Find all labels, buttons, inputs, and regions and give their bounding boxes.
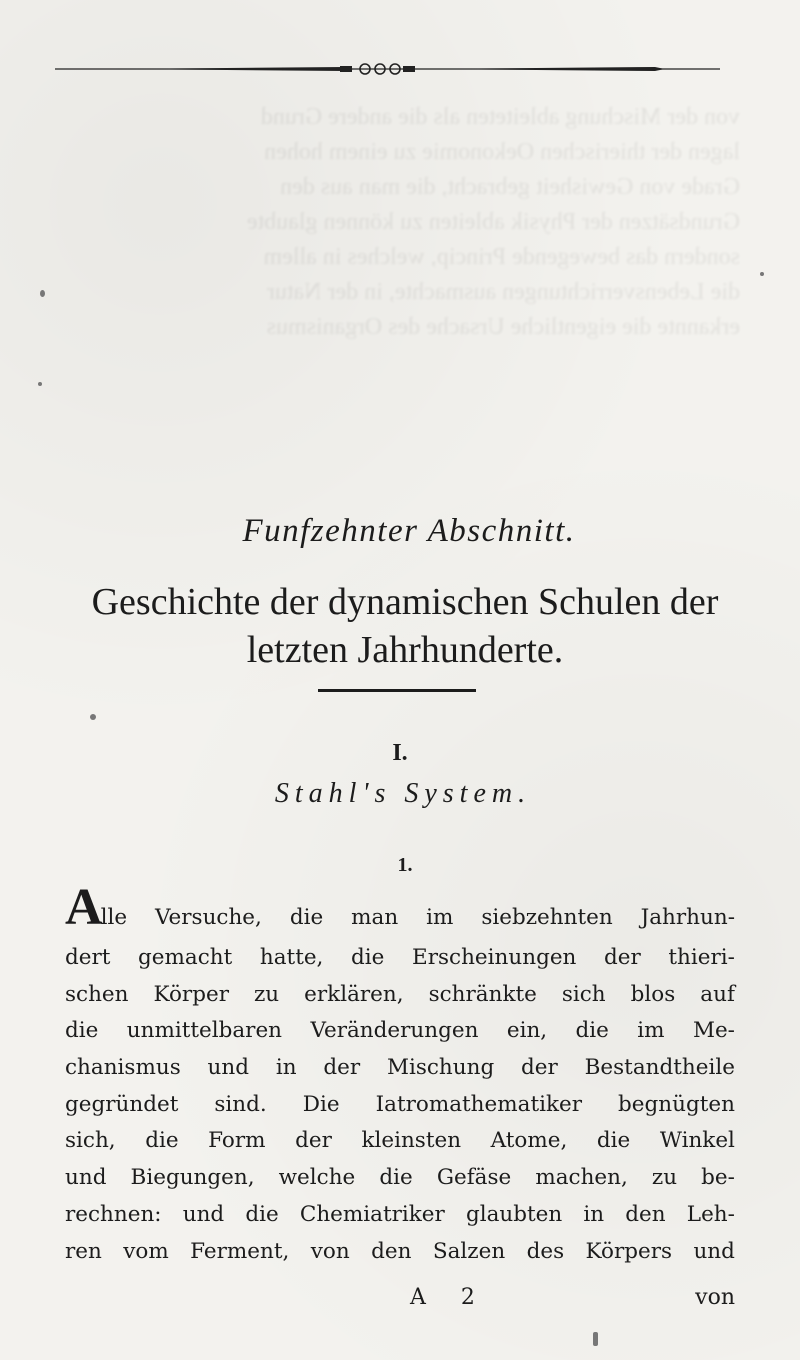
word: der xyxy=(295,1128,332,1154)
text-line xyxy=(65,1197,735,1234)
word: siebzehnten xyxy=(481,905,613,930)
word: Gefäse xyxy=(436,1165,512,1191)
word: Veränderungen xyxy=(310,1018,479,1044)
word: schen xyxy=(65,981,129,1007)
paper-speck xyxy=(90,714,96,720)
word: Jahrhun- xyxy=(640,905,735,930)
word: man xyxy=(351,905,399,930)
word: Form xyxy=(208,1128,266,1154)
word: Me- xyxy=(692,1018,735,1044)
text-line xyxy=(65,1160,735,1197)
word: Die xyxy=(302,1091,340,1117)
word: Winkel xyxy=(659,1128,735,1154)
section-title-line-2: letzten Jahrhunderte. xyxy=(246,629,564,671)
word: von xyxy=(310,1238,350,1264)
divider-rule xyxy=(318,689,476,692)
text-line xyxy=(65,1234,735,1271)
word: Chemiatriker xyxy=(299,1201,445,1227)
word: die xyxy=(351,945,385,970)
word: die xyxy=(596,1128,631,1154)
paper-speck xyxy=(40,290,45,297)
body-text xyxy=(65,879,735,1270)
word: Körper xyxy=(153,981,229,1007)
word: thieri- xyxy=(668,945,735,970)
word: Salzen xyxy=(432,1238,506,1264)
reverse-side-show-through: von der Mischung ableiteten als die andere Grund lagen der thierischen Oekonomie zu einem hohen Grade von Gewisheit gebracht, die man aus den Grundsätzen der Physik ableiten zu können glaubte sondern das bewegende Princip, welches in allem die Lebensverrichtungen ausmachte, in der Natur erkannte die eigentliche Ursache des Organismus xyxy=(246,104,740,340)
word: die xyxy=(145,1128,179,1154)
word: sich xyxy=(561,981,606,1007)
word: Versuche, xyxy=(154,905,262,930)
text-line xyxy=(65,1087,735,1124)
word: Iatromathematiker xyxy=(375,1091,582,1117)
paper-speck xyxy=(593,1332,598,1346)
chapter-heading: Stahl's System. xyxy=(274,778,532,809)
word: Atome, xyxy=(490,1128,568,1154)
paragraph-number: 1. xyxy=(397,854,413,876)
word: die xyxy=(575,1018,609,1044)
word: hatte, xyxy=(259,945,324,970)
word: kleinsten xyxy=(361,1128,462,1154)
word: in xyxy=(583,1201,605,1227)
word: den xyxy=(371,1238,412,1264)
word: und xyxy=(207,1055,250,1081)
word: im xyxy=(426,905,454,930)
drop-cap: A xyxy=(65,879,103,936)
text-line xyxy=(65,1050,735,1087)
word: und xyxy=(693,1238,735,1264)
section-number: Funfzehnter Abschnitt. xyxy=(242,513,576,549)
word: chanismus xyxy=(65,1055,181,1081)
word: Leh- xyxy=(686,1201,735,1227)
text-line xyxy=(65,1013,735,1050)
word: der xyxy=(604,945,641,970)
catchword: von xyxy=(695,1285,735,1310)
word: schränkte xyxy=(428,981,537,1007)
word: unmittelbaren xyxy=(126,1018,283,1044)
word: und xyxy=(65,1165,107,1191)
word: glaubten xyxy=(465,1201,563,1227)
word: Mischung xyxy=(386,1055,495,1081)
first-word xyxy=(65,879,128,940)
word: erklären, xyxy=(304,981,404,1007)
text-line xyxy=(65,940,735,977)
word: den xyxy=(625,1201,666,1227)
word: ren xyxy=(65,1238,102,1264)
paper-speck xyxy=(38,382,42,386)
word: blos xyxy=(630,981,676,1007)
word: machen, xyxy=(535,1165,628,1191)
word: in xyxy=(275,1055,297,1081)
word: zu xyxy=(651,1165,678,1191)
word: der xyxy=(521,1055,558,1081)
word: be- xyxy=(701,1165,735,1191)
section-title-line-1: Geschichte der dynamischen Schulen der xyxy=(91,581,719,623)
word: rechnen: xyxy=(65,1201,162,1227)
word: vom xyxy=(123,1238,169,1264)
chapter-number: I. xyxy=(392,740,408,766)
word: sich, xyxy=(65,1128,116,1154)
word: gemacht xyxy=(138,945,233,970)
top-ornamental-rule xyxy=(55,57,720,81)
word: Erscheinungen xyxy=(412,945,577,970)
word: Biegungen, xyxy=(130,1165,255,1191)
paper-speck xyxy=(760,272,764,276)
word: Körpers xyxy=(585,1238,673,1264)
word: im xyxy=(637,1018,665,1044)
word: ein, xyxy=(506,1018,548,1044)
word: und xyxy=(182,1201,225,1227)
word: Ferment, xyxy=(190,1238,290,1264)
word: die xyxy=(379,1165,413,1191)
word: welche xyxy=(278,1165,356,1191)
word: die xyxy=(289,905,324,930)
text-line xyxy=(65,879,735,940)
word: dert xyxy=(65,945,111,970)
word: die xyxy=(245,1201,279,1227)
text-line xyxy=(65,1123,735,1160)
word: sind. xyxy=(214,1091,267,1117)
word: der xyxy=(323,1055,361,1081)
text-line xyxy=(65,977,735,1014)
word: die xyxy=(65,1018,99,1044)
word: des xyxy=(526,1238,565,1264)
word: begnügten xyxy=(618,1091,735,1117)
word: auf xyxy=(700,981,735,1007)
signature-mark: A 2 xyxy=(410,1285,489,1310)
word: Bestandtheile xyxy=(584,1055,735,1081)
word: lle xyxy=(100,905,128,930)
page-footer xyxy=(65,1285,735,1315)
word: zu xyxy=(253,981,280,1007)
word: gegründet xyxy=(65,1091,179,1117)
section-title xyxy=(40,578,770,674)
